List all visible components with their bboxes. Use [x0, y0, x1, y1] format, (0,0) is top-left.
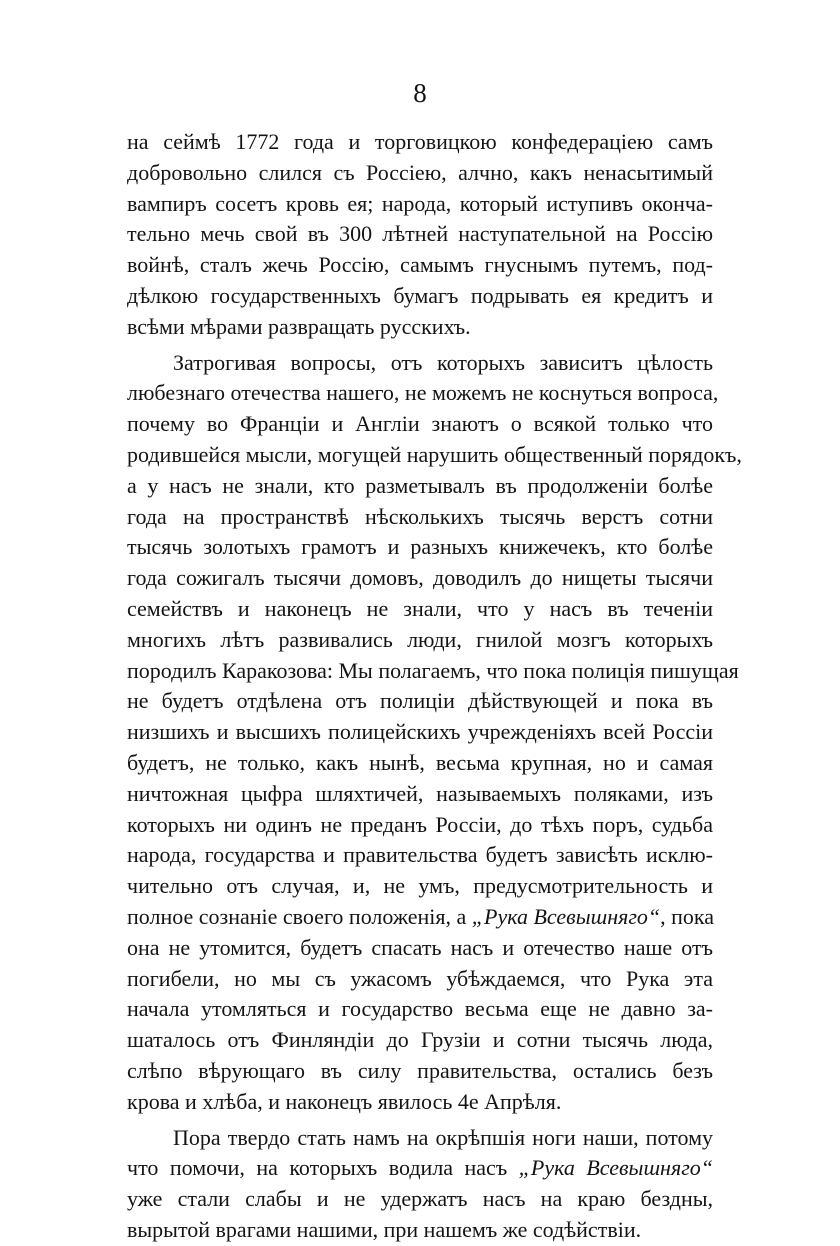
text-line [127, 158, 713, 189]
line-text: любезнаго отечества нашего, не можемъ не коснуться вопроса, [127, 380, 719, 406]
line-text: тельно мечь свой въ 300 лѣтней наступательной на Россію [127, 221, 713, 247]
line-text: шаталось отъ Финляндіи до Грузіи и сотни тысячь люда, [127, 1027, 713, 1053]
line-text: вампиръ сосетъ кровь ея; народа, который иступивъ оконча- [127, 190, 713, 216]
text-line [127, 994, 713, 1025]
line-text: всѣми мѣрами развращать русскихъ. [127, 313, 471, 339]
line-text: а у насъ не знали, кто разметывалъ въ продолженіи болѣе [127, 472, 713, 498]
text-line [127, 840, 713, 871]
line-text: уже стали слабы и не удержатъ насъ на краю бездны, [127, 1186, 713, 1212]
text-line [127, 871, 713, 902]
text-line [127, 717, 713, 748]
line-text: вырытой врагами нашими, при нашемъ же содѣйствіи. [127, 1216, 642, 1242]
text-line [127, 348, 713, 379]
text-line [127, 219, 713, 250]
line-text: породилъ Каракозова: Мы полагаемъ, что пока полиція пишущая [127, 657, 739, 683]
line-text: что помочи, на которыхъ водила насъ [127, 1155, 519, 1181]
line-text: на сеймѣ 1772 года и торговицкою конфедераціею самъ [127, 129, 713, 154]
text-line [127, 625, 713, 656]
line-text: добровольно слился съ Россіею, алчно, какъ ненасытимый [127, 159, 713, 185]
text-line [127, 189, 713, 220]
paragraph [127, 348, 742, 1118]
line-text: года на пространствѣ нѣсколькихъ тысячь верстъ сотни [127, 503, 713, 529]
line-text: Затрогивая вопросы, отъ которыхъ зависитъ цѣлость [173, 349, 713, 375]
line-text: почему во Франціи и Англіи знаютъ о всякой только что [127, 411, 713, 437]
line-text: низшихъ и высшихъ полицейскихъ учрежденіяхъ всей Россіи [127, 719, 713, 745]
line-text: тысячь золотыхъ грамотъ и разныхъ книжечекъ, кто болѣе [127, 534, 713, 560]
text-line [127, 902, 713, 933]
text-line [127, 748, 713, 779]
line-text: ничтожная цыфра шляхтичей, называемыхъ поляками, изъ [127, 780, 713, 806]
text-line [127, 502, 713, 533]
italic-quote: „Рука Всевышняго“ [518, 1155, 714, 1181]
line-text: дѣлкою государственныхъ бумагъ подрывать ея кредитъ и [127, 282, 713, 308]
text-line [127, 1056, 713, 1087]
text-line [127, 1123, 713, 1154]
line-text: погибели, но мы съ ужасомъ убѣждаемся, что Рука эта [127, 965, 713, 991]
italic-quote: „Рука Всевышняго“ [471, 903, 661, 929]
line-text: крова и хлѣба, и наконецъ явилось 4е Апрѣля. [127, 1088, 562, 1114]
text-line [127, 1153, 713, 1184]
line-text: родившейся мысли, могущей нарушить общественный порядокъ, [127, 441, 742, 467]
line-text: семействъ и наконецъ не знали, что у насъ въ теченіи [127, 595, 713, 621]
paragraph [127, 1123, 713, 1246]
text-line [127, 779, 713, 810]
text-line [127, 964, 713, 995]
text-line [127, 686, 713, 717]
text-line [127, 312, 713, 343]
line-text: не будетъ отдѣлена отъ полиціи дѣйствующей и пока въ [127, 688, 713, 714]
text-line [127, 656, 739, 687]
text-line [127, 1215, 713, 1246]
text-line [127, 471, 713, 502]
text-line [127, 810, 713, 841]
line-text: года сожигалъ тысячи домовъ, доводилъ до нищеты тысячи [127, 565, 713, 591]
line-text: Пора твердо стать намъ на окрѣпшія ноги наши, потому [173, 1124, 713, 1150]
line-text: она не утомится, будетъ спасать насъ и отечество наше отъ [127, 934, 713, 960]
body-text [127, 127, 742, 1246]
line-text: которыхъ ни одинъ не преданъ Россіи, до тѣхъ поръ, судьба [127, 811, 713, 837]
text-line [127, 127, 713, 158]
line-text: чительно отъ случая, и, не умъ, предусмотрительность и [127, 873, 713, 899]
text-line [127, 250, 713, 281]
line-text: начала утомляться и государство весьма еще не давно за- [127, 996, 713, 1022]
line-text: многихъ лѣтъ развивались люди, гнилой мозгъ которыхъ [127, 626, 713, 652]
line-text: войнѣ, сталъ жечь Россію, самымъ гнуснымъ путемъ, под- [127, 252, 713, 278]
text-line [127, 933, 713, 964]
text-line [127, 532, 713, 563]
text-line [127, 378, 719, 409]
text-line [127, 281, 713, 312]
text-line [127, 1184, 713, 1215]
text-line [127, 563, 713, 594]
line-text: слѣпо вѣрующаго въ силу правительства, остались безъ [127, 1057, 713, 1083]
paragraph [127, 127, 713, 343]
text-line [127, 594, 713, 625]
line-text-after: , пока [660, 903, 715, 929]
page-number: 8 [413, 78, 427, 108]
text-line [127, 1025, 713, 1056]
line-text: народа, государства и правительства будетъ зависѣть исклю- [127, 842, 713, 868]
text-line [127, 409, 713, 440]
line-text: будетъ, не только, какъ нынѣ, весьма крупная, но и самая [127, 749, 713, 775]
text-line [127, 1087, 713, 1118]
line-text: полное сознаніе своего положенія, а [127, 903, 472, 929]
text-line [127, 440, 742, 471]
